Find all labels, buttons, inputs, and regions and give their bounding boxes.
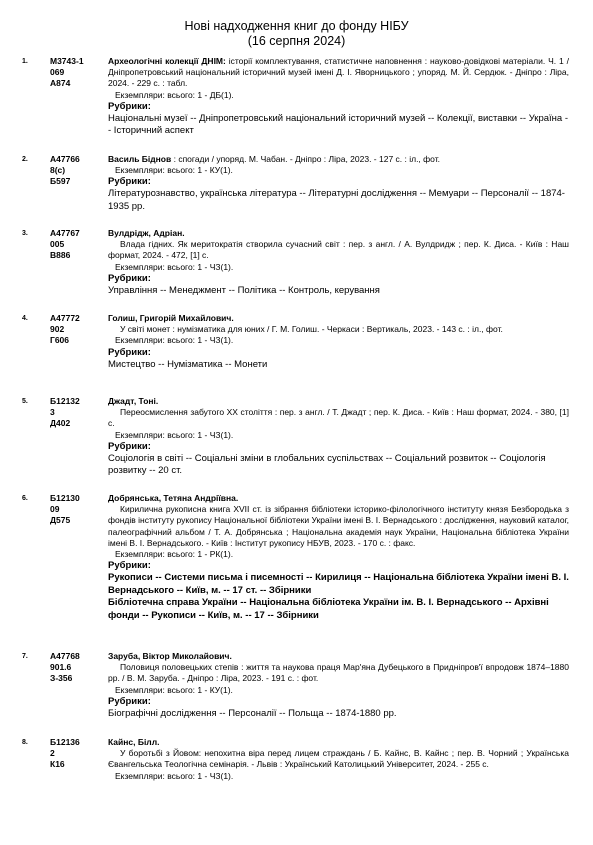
entry-number: 4. bbox=[22, 315, 28, 322]
entry-description-text: У світі монет : нумізматика для юних / Г. М. Голиш. - Черкаси : Вертикаль, 2023. - 143 с. : іл., фот. bbox=[120, 324, 503, 335]
shelf-code-line: А874 bbox=[50, 78, 71, 89]
shelf-code-line: 2 bbox=[50, 748, 55, 759]
shelf-code-line: 902 bbox=[50, 324, 65, 335]
entry-description bbox=[108, 56, 569, 90]
title-line-2: (16 серпня 2024) bbox=[247, 34, 346, 48]
entry-description-text: : спогади / упоряд. М. Чабан. - Дніпро : Ліра, 2023. - 127 с. : іл., фот. bbox=[171, 154, 441, 164]
shelf-code-line: 901.6 bbox=[50, 662, 72, 673]
shelf-code-line: А47766 bbox=[50, 154, 80, 164]
shelf-code-line: Б597 bbox=[50, 176, 71, 187]
subject-heading: Управління -- Менеджмент -- Політика -- Контроль, керування bbox=[108, 284, 380, 296]
shelf-code bbox=[50, 228, 80, 262]
entry-copies: Екземпляри: всього: 1 - ЧЗ(1). bbox=[115, 335, 234, 346]
shelf-code bbox=[50, 493, 80, 527]
entry-description bbox=[108, 154, 569, 165]
entry-body bbox=[108, 154, 569, 213]
shelf-code-line: Д575 bbox=[50, 515, 71, 526]
shelf-code-line: З-356 bbox=[50, 673, 73, 684]
entry-description bbox=[108, 239, 569, 261]
entry-copies: Екземпляри: всього: 1 - РК(1). bbox=[115, 549, 234, 560]
entry-copies: Екземпляри: всього: 1 - ЧЗ(1). bbox=[115, 261, 234, 272]
rubrics-label: Рубрики: bbox=[108, 100, 151, 112]
shelf-code-line: А47768 bbox=[50, 651, 80, 661]
entry-description-text: У боротьбі з Йовом: непохитна віра перед лицем страждань / Б. Кайнс, В. Кайнс ; пер. В. Чорний ; Українська Євангельська Теологічна семінарія. - Львів : Український Католицький Університет, 2024. - 255 с. bbox=[108, 748, 569, 770]
shelf-code-line: 3 bbox=[50, 407, 55, 418]
entry-author: Кайнс, Білл. bbox=[108, 737, 160, 747]
shelf-code-line: 09 bbox=[50, 504, 60, 515]
subject-heading: Рукописи -- Системи письма і писемності -- Кирилиця -- Національна бібліотека України імені В. І. Вернадського -- Київ, м. -- 17 ст. -- Збірники bbox=[108, 572, 569, 596]
entry-title: Археологічні колекції ДНІМ: bbox=[108, 56, 226, 66]
shelf-code bbox=[50, 396, 80, 430]
entry-title: Василь Біднов bbox=[108, 154, 172, 164]
shelf-code bbox=[50, 737, 80, 771]
shelf-code-line: Д402 bbox=[50, 418, 71, 429]
rubrics-label: Рубрики: bbox=[108, 176, 151, 188]
entry-description-text: Влада гідних. Як меритократія створила сучасний світ : пер. з англ. / А. Вулдридж ; пер. К. Диса. - Київ : Наш формат, 2024. - 472, [1] с. bbox=[108, 239, 569, 261]
entry-body bbox=[108, 313, 569, 371]
entry-description bbox=[108, 504, 569, 549]
subject-heading: Бібліотечна справа України -- Національна бібліотека України ім. В. І. Вернадського -- Архівні фонди -- Рукописи -- Київ, м. -- 17 -- Збірники bbox=[108, 597, 549, 621]
entry-description bbox=[108, 748, 569, 770]
shelf-code bbox=[50, 154, 80, 188]
entry-number: 2. bbox=[22, 156, 28, 163]
entry-description-text: Кирилична рукописна книга XVII ст. із зібрання бібліотеки історико-філологічного інституту князя Безбородька з фондів інституту рукопису Національної бібліотеки України імені В. І. Вернадського : дослідження, науковий каталог, палеографічний альбом / Т. А. Добрянська ; Національна академія наук України, Національна бібліотека України імені В. І. Вернадського. - Київ : Інститут рукопису НБУВ, 2023. - 170 с. : факс. bbox=[108, 504, 569, 548]
shelf-code bbox=[50, 56, 84, 90]
subject-heading: Соціологія в світі -- Соціальні зміни в глобальних суспільствах -- Соціальний розвиток -- Соціологія розвитку -- 20 ст. bbox=[108, 452, 546, 477]
shelf-code-line: 8(с) bbox=[50, 165, 66, 176]
entry-number: 8. bbox=[22, 739, 28, 746]
entry-author: Добрянська, Тетяна Андріївна. bbox=[108, 493, 239, 503]
entry-number: 6. bbox=[22, 495, 28, 502]
rubrics-label: Рубрики: bbox=[108, 440, 151, 452]
shelf-code-line: Б12136 bbox=[50, 737, 80, 747]
entry-body bbox=[108, 737, 569, 782]
shelf-code-line: 069 bbox=[50, 67, 65, 78]
entry-description bbox=[108, 407, 569, 429]
subject-heading: Національні музеї -- Дніпропетровський національний історичний музей -- Колекції, виставки -- Україна -- Історичний аспект bbox=[108, 112, 569, 137]
entry-description-text: історії комплектування, статистичне наповнення : науково-довідкові матеріали. Ч. 1 / Дніпропетровський національний історичний музей імені Д. І. Яворницького ; упоряд. М. Й. Сердюк. - Дніпро : Ліра, 2024. - 229 с. : табл. bbox=[108, 56, 569, 89]
entry-copies: Екземпляри: всього: 1 - ДБ(1). bbox=[115, 89, 234, 100]
entry-description bbox=[108, 324, 569, 335]
entry-copies: Екземпляри: всього: 1 - ЧЗ(1). bbox=[115, 429, 234, 440]
entry-author: Голиш, Григорій Михайлович. bbox=[108, 313, 234, 323]
entry-copies: Екземпляри: всього: 1 - КУ(1). bbox=[115, 684, 233, 695]
rubrics-label: Рубрики: bbox=[108, 695, 151, 707]
title-line-1: Нові надходження книг до фонду НІБУ bbox=[184, 19, 409, 33]
entry-copies: Екземпляри: всього: 1 - КУ(1). bbox=[115, 165, 233, 176]
entry-author: Джадт, Тоні. bbox=[108, 396, 159, 406]
shelf-code bbox=[50, 313, 80, 347]
entry-number: 5. bbox=[22, 398, 28, 405]
entry-body bbox=[108, 651, 569, 720]
shelf-code-line: М3743-1 bbox=[50, 56, 84, 66]
entry-body bbox=[108, 56, 569, 138]
shelf-code-line: 005 bbox=[50, 239, 65, 250]
rubrics-label: Рубрики: bbox=[108, 272, 151, 284]
subject-heading: Літературознавство, українська література -- Літературні дослідження -- Мемуари -- Персоналії -- 1874-1935 рр. bbox=[108, 188, 565, 212]
entry-description-text: Половиця половецьких степів : життя та наукова праця Мар'яна Дубецького в Придніпров'ї впродовж 1874–1880 рр. / В. М. Заруба. - Дніпро : Ліра, 2023. - 191 с. : фот. bbox=[108, 662, 569, 684]
entry-number: 7. bbox=[22, 653, 28, 660]
shelf-code-line: А47772 bbox=[50, 313, 80, 323]
subject-heading: Біографічні дослідження -- Персоналії -- Польща -- 1874-1880 рр. bbox=[108, 707, 397, 719]
entry-body bbox=[108, 396, 569, 478]
shelf-code-line: Б12132 bbox=[50, 396, 80, 406]
rubrics-label: Рубрики: bbox=[108, 346, 151, 358]
entry-number: 3. bbox=[22, 230, 28, 237]
entry-author: Вулдрідж, Адріан. bbox=[108, 228, 185, 238]
entry-description-text: Переосмислення забутого XX століття : пер. з англ. / Т. Джадт ; пер. К. Диса. - Київ : Наш формат, 2024. - 380, [1] с. bbox=[108, 407, 569, 429]
rubrics-label: Рубрики: bbox=[108, 560, 151, 572]
entry-description bbox=[108, 662, 569, 684]
shelf-code-line: В886 bbox=[50, 250, 71, 261]
entry-author: Заруба, Віктор Миколайович. bbox=[108, 651, 232, 661]
entry-body bbox=[108, 228, 569, 297]
entry-body bbox=[108, 493, 569, 622]
page-title bbox=[0, 19, 593, 49]
entry-copies: Екземпляри: всього: 1 - ЧЗ(1). bbox=[115, 770, 234, 781]
subject-heading: Мистецтво -- Нумізматика -- Монети bbox=[108, 358, 268, 370]
shelf-code-line: А47767 bbox=[50, 228, 80, 238]
shelf-code-line: Г606 bbox=[50, 335, 70, 346]
shelf-code-line: К16 bbox=[50, 759, 65, 770]
shelf-code-line: Б12130 bbox=[50, 493, 80, 503]
entry-number: 1. bbox=[22, 58, 28, 65]
shelf-code bbox=[50, 651, 80, 685]
